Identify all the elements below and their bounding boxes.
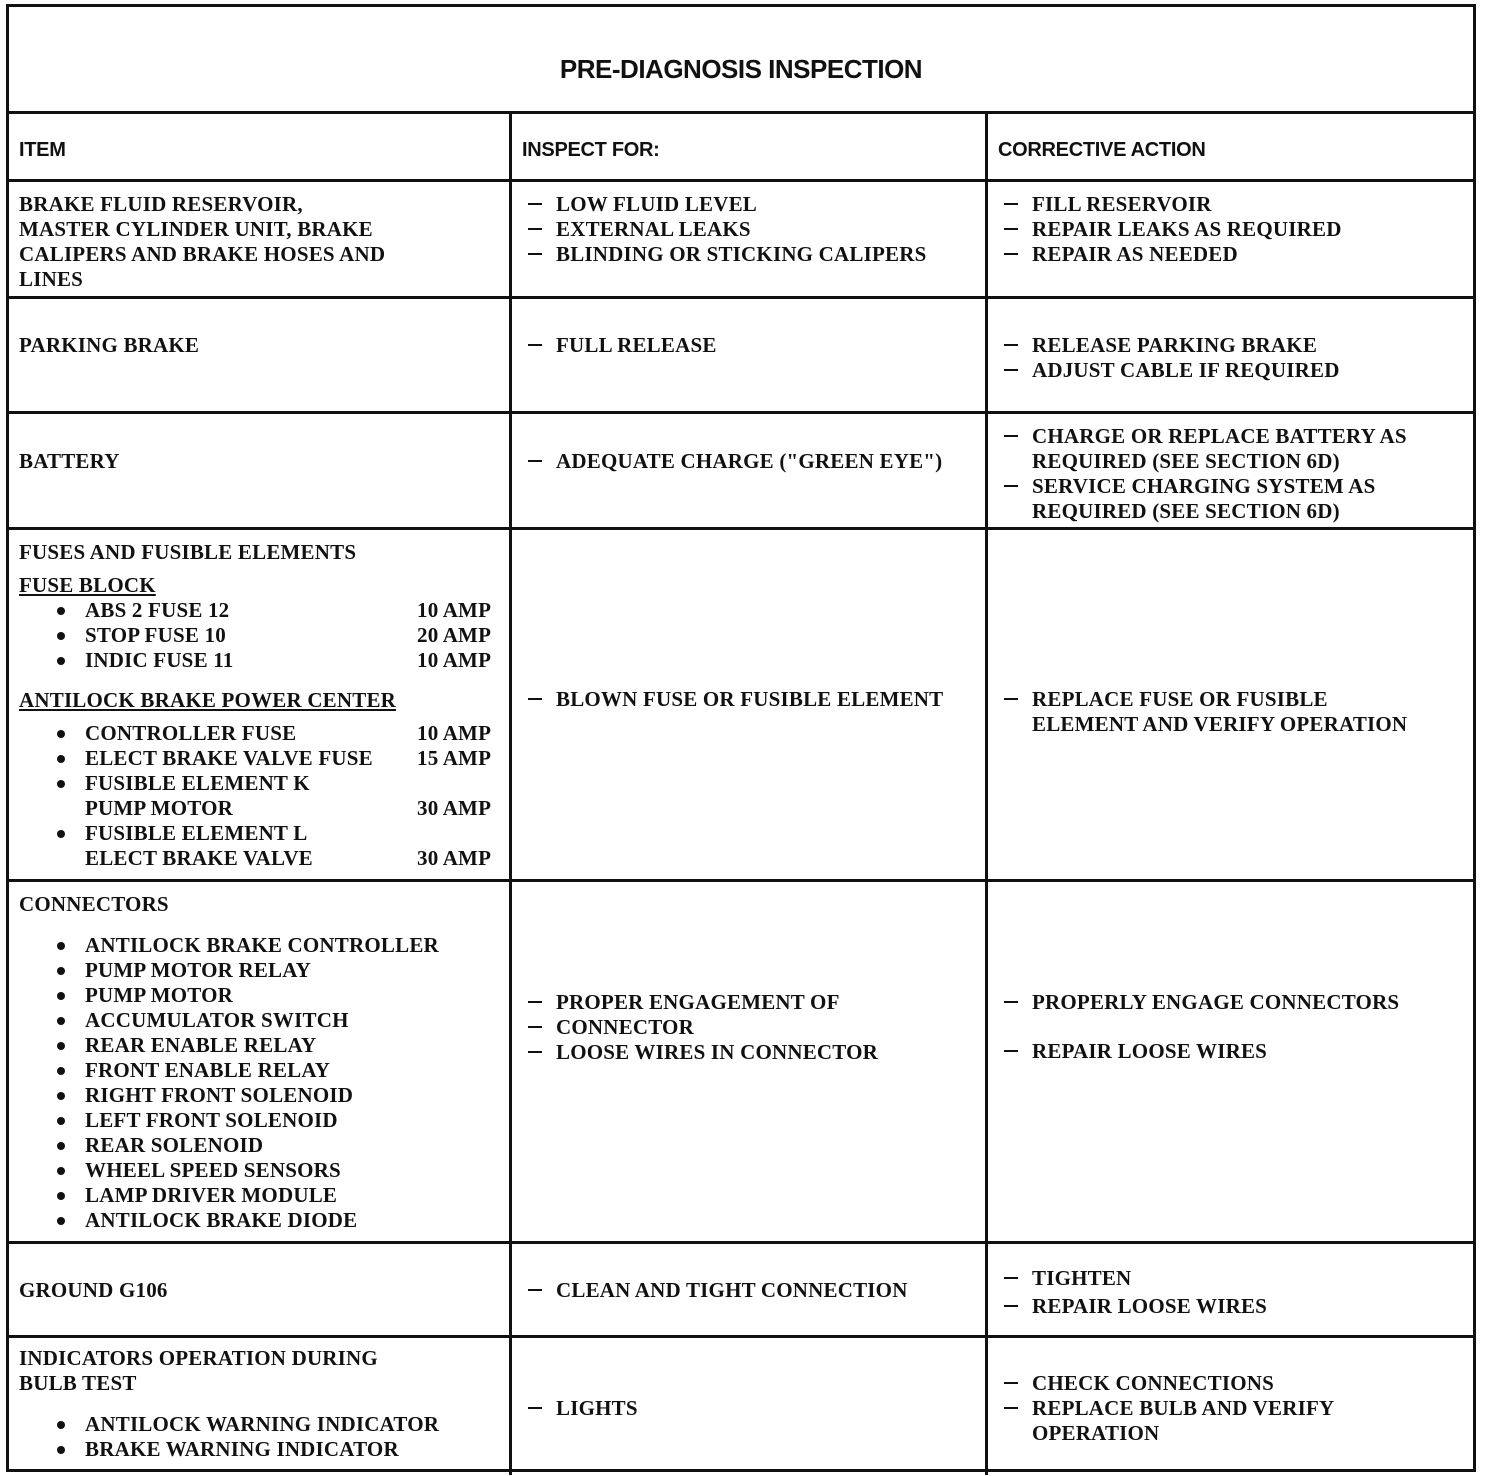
list-item: ANTILOCK BRAKE DIODE [19, 1208, 501, 1233]
inspection-table [6, 4, 1476, 1472]
table-row [9, 1244, 1473, 1338]
list-item: LAMP DRIVER MODULE [19, 1183, 501, 1208]
list-item: REPLACE FUSE OR FUSIBLE ELEMENT AND VERIFY OPERATION [998, 687, 1465, 737]
item-title: CONNECTORS [19, 892, 169, 916]
action-list [998, 333, 1465, 383]
header-row [9, 111, 1473, 182]
action-list [998, 1371, 1465, 1446]
list-item: TIGHTEN [998, 1266, 1465, 1291]
header-item: ITEM [19, 139, 66, 161]
list-item: SERVICE CHARGING SYSTEM AS REQUIRED (SEE SECTION 6D) [998, 474, 1465, 524]
list-item: ANTILOCK WARNING INDICATOR [19, 1412, 501, 1437]
list-item: REPLACE BULB AND VERIFY OPERATION [998, 1396, 1465, 1446]
list-item: FUSIBLE ELEMENT K PUMP MOTOR 30 AMP [19, 771, 501, 821]
power-center-label: ANTILOCK BRAKE POWER CENTER [19, 688, 397, 712]
list-item: ELECT BRAKE VALVE FUSE 15 AMP [19, 746, 501, 771]
fuse-block-label: FUSE BLOCK [19, 573, 156, 597]
table-row [9, 299, 1473, 414]
item-text: PARKING BRAKE [19, 333, 200, 357]
list-item: PROPERLY ENGAGE CONNECTORS [998, 990, 1465, 1015]
action-list [998, 1266, 1465, 1319]
page-title: PRE-DIAGNOSIS INSPECTION [559, 53, 923, 84]
list-item: PUMP MOTOR RELAY [19, 958, 501, 983]
list-item: BRAKE WARNING INDICATOR [19, 1437, 501, 1462]
list-item: LOOSE WIRES IN CONNECTOR [522, 1040, 977, 1065]
list-item: REPAIR LEAKS AS REQUIRED [998, 217, 1465, 242]
inspect-list [522, 990, 977, 1065]
list-item: CHECK CONNECTIONS [998, 1371, 1465, 1396]
table-row [9, 414, 1473, 530]
table-row [9, 182, 1473, 299]
list-item: LEFT FRONT SOLENOID [19, 1108, 501, 1133]
item-text [19, 892, 501, 1233]
table-row [9, 530, 1473, 882]
action-list [998, 990, 1465, 1064]
action-list [998, 192, 1465, 267]
item-title: FUSES AND FUSIBLE ELEMENTS [19, 540, 357, 564]
list-item: RIGHT FRONT SOLENOID [19, 1083, 501, 1108]
list-item: FRONT ENABLE RELAY [19, 1058, 501, 1083]
header-inspect: INSPECT FOR: [522, 139, 660, 161]
list-item: FUSIBLE ELEMENT L ELECT BRAKE VALVE 30 AMP [19, 821, 501, 871]
item-text: BATTERY [19, 449, 120, 473]
list-item: RELEASE PARKING BRAKE [998, 333, 1465, 358]
item-text: BRAKE FLUID RESERVOIR, MASTER CYLINDER UNIT, BRAKE CALIPERS AND BRAKE HOSES AND LINES [19, 192, 386, 291]
list-item: PROPER ENGAGEMENT OF [522, 990, 977, 1015]
list-item: FILL RESERVOIR [998, 192, 1465, 217]
list-item: REPAIR LOOSE WIRES [998, 1039, 1465, 1064]
title-row [9, 7, 1473, 114]
inspect-list [522, 1278, 977, 1303]
list-item: FULL RELEASE [522, 333, 977, 358]
inspect-list [522, 333, 977, 358]
list-item: PUMP MOTOR [19, 983, 501, 1008]
inspect-list [522, 192, 977, 267]
item-text: INDICATORS OPERATION DURING BULB TEST ANTILOCK WARNING INDICATOR BRAKE WARNING INDICATOR [19, 1346, 501, 1462]
list-item: REAR ENABLE RELAY [19, 1033, 501, 1058]
inspect-list [522, 1396, 977, 1421]
connector-list [19, 933, 501, 1233]
list-item: CLEAN AND TIGHT CONNECTION [522, 1278, 977, 1303]
list-item: CONTROLLER FUSE 10 AMP [19, 721, 501, 746]
table-row [9, 1338, 1473, 1475]
fuse-block-list [19, 598, 501, 673]
list-item: EXTERNAL LEAKS [522, 217, 977, 242]
list-item: ADEQUATE CHARGE ("GREEN EYE") [522, 449, 977, 474]
item-text: GROUND G106 [19, 1278, 168, 1302]
list-item: ADJUST CABLE IF REQUIRED [998, 358, 1465, 383]
list-item: INDIC FUSE 11 10 AMP [19, 648, 501, 673]
indicator-list [19, 1412, 501, 1462]
action-list [998, 424, 1465, 524]
inspect-list [522, 449, 977, 474]
list-item: BLINDING OR STICKING CALIPERS [522, 242, 977, 267]
list-item: ABS 2 FUSE 12 10 AMP [19, 598, 501, 623]
list-item: LIGHTS [522, 1396, 977, 1421]
list-item: ACCUMULATOR SWITCH [19, 1008, 501, 1033]
list-item: REAR SOLENOID [19, 1133, 501, 1158]
list-item: STOP FUSE 10 20 AMP [19, 623, 501, 648]
table-body [9, 111, 1473, 1469]
item-text [19, 540, 501, 871]
power-center-list [19, 721, 501, 871]
list-item: CONNECTOR [522, 1015, 977, 1040]
list-item: BLOWN FUSE OR FUSIBLE ELEMENT [522, 687, 977, 712]
list-item: REPAIR LOOSE WIRES [998, 1294, 1465, 1319]
list-item: CHARGE OR REPLACE BATTERY AS REQUIRED (SEE SECTION 6D) [998, 424, 1465, 474]
header-action: CORRECTIVE ACTION [998, 139, 1206, 161]
action-list [998, 687, 1465, 737]
list-item: WHEEL SPEED SENSORS [19, 1158, 501, 1183]
table-row [9, 882, 1473, 1244]
list-item: LOW FLUID LEVEL [522, 192, 977, 217]
inspect-list [522, 687, 977, 712]
list-item: ANTILOCK BRAKE CONTROLLER [19, 933, 501, 958]
list-item: REPAIR AS NEEDED [998, 242, 1465, 267]
